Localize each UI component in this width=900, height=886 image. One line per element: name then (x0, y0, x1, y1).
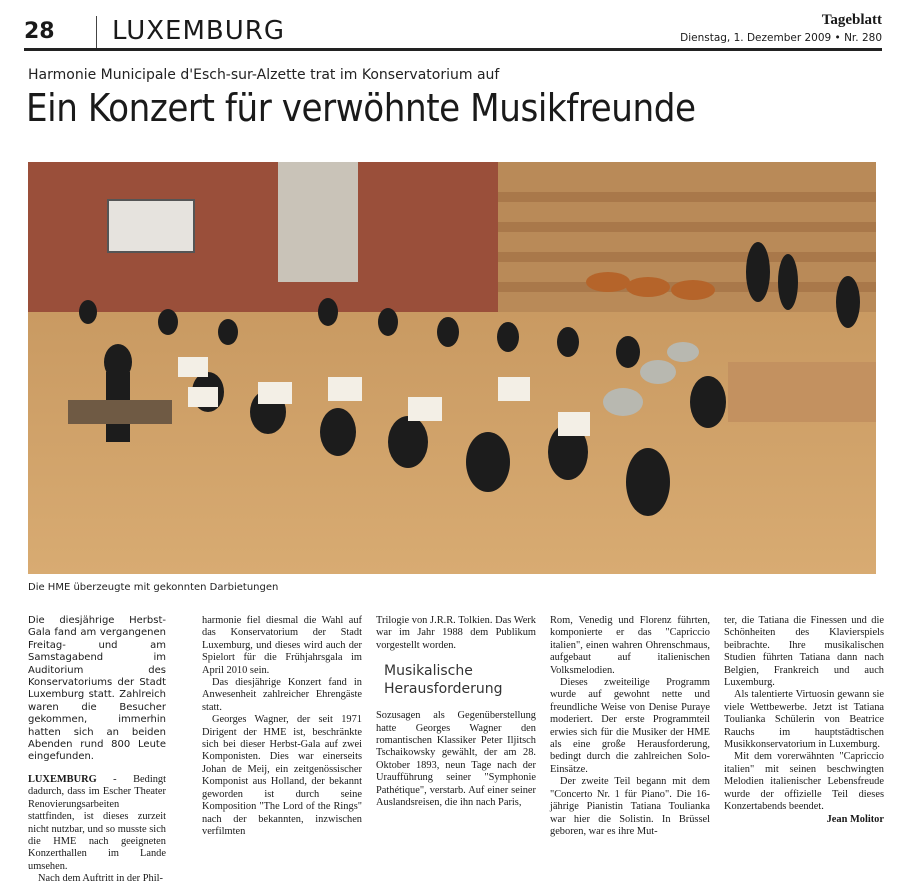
article-paragraph: ter, die Tatiana die Finessen und die Schönheiten des Klavierspiels beibrachte. Ihre musikalischen Studien führten Tatiana dann nach Belgien, Frankreich und auch Luxemburg. (724, 615, 884, 689)
article-paragraph: Dieses zweiteilige Programm wurde auf gewohnt nette und freundliche Weise von Denise Puraye moderiert. Der erste Programmteil erwies sich für die Musiker der HME als eine große Herausforderung, bedingt durch die zahlreichen Solo-Einsätze. (550, 677, 710, 775)
header-rule (24, 48, 882, 51)
article-paragraph: Das diesjährige Konzert fand in Anwesenheit zahlreicher Ehrengäste statt. (202, 677, 362, 713)
article-paragraph: Mit dem vorerwähnten "Capriccio italien" mit seinen beschwingten Melodien italienischer Lebensfreude wurde der offizielle Teil dieses Konzertabends beendet. (724, 751, 884, 813)
subheading-line: Musikalische (384, 663, 473, 680)
orchestra-photo-icon (28, 162, 876, 574)
article-paragraph: harmonie fiel diesmal die Wahl auf das Konservatorium der Stadt Luxemburg, und dieses wird auch der Spielort für die Frühjahrsgala im April 2010 sein. (202, 615, 362, 676)
article-paragraph: Als talentierte Virtuosin gewann sie viele Wettbewerbe. Jetzt ist Tatiana Toulianka Schülerin von Beatrice Rauchs im hauptstädtischen Musikkonservatorium in Luxemburg. (724, 689, 884, 751)
subheading-line: Herausforderung (384, 681, 503, 698)
newspaper-name: Tageblatt (821, 12, 882, 28)
author-name: Jean Molitor (826, 813, 884, 825)
article-column-3 (376, 615, 536, 835)
article-subheading (384, 662, 536, 698)
section-title: LUXEMBURG (112, 16, 285, 46)
issue-date: Dienstag, 1. Dezember 2009 • Nr. 280 (680, 32, 882, 44)
article-column-2 (202, 615, 362, 835)
article-paragraph: Rom, Venedig und Florenz führten, komponierte er das "Capriccio italien", einen wahren Ohrenschmaus, aufgebaut auf italienischen Volksmelodien. (550, 615, 710, 676)
page-number: 28 (24, 16, 97, 48)
article-headline: Ein Konzert für verwöhnte Musikfreunde (26, 86, 696, 130)
orchestra-photo (28, 162, 876, 574)
article-paragraph: Nach dem Auftritt in der Phil- (38, 873, 163, 885)
photo-caption: Die HME überzeugte mit gekonnten Darbietungen (28, 582, 279, 593)
dateline: LUXEMBURG (28, 773, 97, 785)
article-paragraph: Sozusagen als Gegenüberstellung hatte Georges Wagner den romantischen Klassiker Peter Iljitsch Tschaikowsky gewählt, der am 28. Oktober 1893, neun Tage nach der Uraufführung seiner "Symphonie Pathétique", verstarb. Auf einer seiner Auslandsreisen, die ihn nach Paris, (376, 710, 536, 809)
article-paragraph (28, 774, 166, 873)
article-paragraph: Der zweite Teil begann mit dem "Concerto Nr. 1 für Piano". Die 16-jährige Pianistin Tatiana Toulianka war hier die Solistin. In Brüssel geboren, war es ihre Mut- (550, 776, 710, 837)
article-paragraph: Trilogie von J.R.R. Tolkien. Das Werk war im Jahr 1988 dem Publikum vorgestellt worden. (376, 615, 536, 651)
article-paragraph: Georges Wagner, der seit 1971 Dirigent der HME ist, beschränkte sich bei dieser Herbst-Gala auf zwei Komponisten. Dies war einerseits Johan de Meij, ein zeitgenössischer Komponist aus Holland, der bekannt geworden ist durch seine Komposition "The Lord of the Rings" nach der bekannten, inzwischen verfilmten (202, 714, 362, 837)
article-lead: Die diesjährige Herbst-Gala fand am vergangenen Freitag- und am Samstagabend im Auditorium des Konservatoriums der Stadt Luxemburg statt. Zahlreich waren die Besucher gekommen, immerhin hatten sich an beiden Abenden rund 800 Leute eingefunden. (28, 615, 166, 763)
article-kicker: Harmonie Municipale d'Esch-sur-Alzette trat im Konservatorium auf (28, 67, 500, 83)
paragraph-text: - Bedingt dadurch, dass im Escher Theater Renovierungsarbeiten stattfinden, ist dieses zurzeit nicht nutzbar, und so musste sich die HME nach geeigneten Konzerthallen im Lande umsehen. (28, 773, 166, 872)
article-column-5 (724, 615, 884, 835)
article-column-4 (550, 615, 710, 835)
article-column-1 (28, 615, 166, 885)
